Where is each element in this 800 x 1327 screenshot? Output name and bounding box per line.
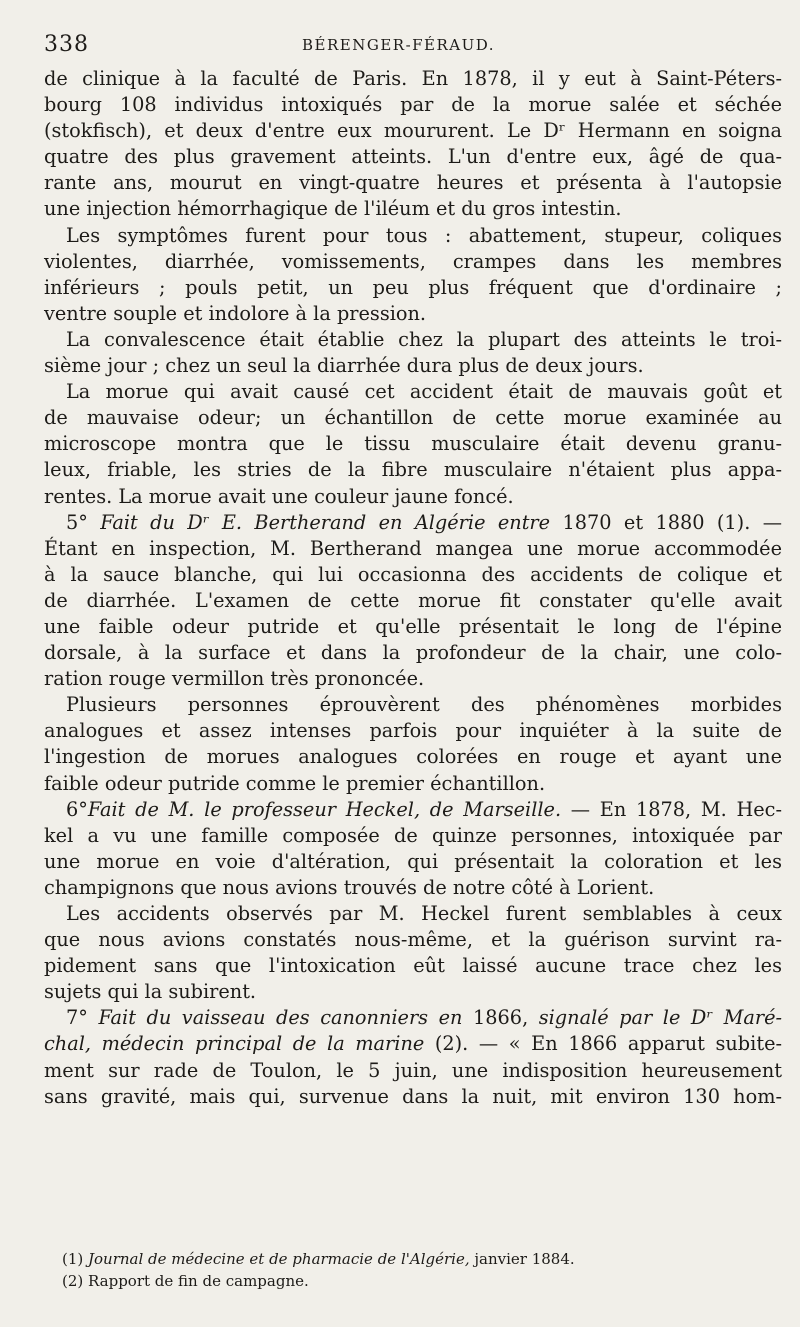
footnote: (1) Journal de médecine et de pharmacie de l'Algérie, janvier 1884. — [62, 1250, 575, 1268]
text-line: une morue en voie d'altération, qui présentait la coloration et les — [44, 849, 782, 873]
text-line: faible odeur putride comme le premier échantillon. — [44, 771, 546, 795]
text-line: de clinique à la faculté de Paris. En 1878, il y eut à Saint-Péters- — [44, 67, 782, 90]
text-line: 6°Fait de M. le professeur Heckel, de Marseille. — En 1878, M. Hec- — [66, 797, 782, 821]
text-line: violentes, diarrhée, vomissements, crampes dans les membres — [44, 249, 782, 273]
text-line: ventre souple et indolore à la pression. — [44, 301, 427, 325]
text-line: (stokfisch), et deux d'entre eux moururent. Le Dʳ Hermann en soigna — [44, 119, 782, 143]
text-line: analogues et assez intenses parfois pour inquiéter à la suite de — [44, 719, 782, 743]
text-line: sujets qui la subirent. — [44, 980, 257, 1004]
text-line: kel a vu une famille composée de quinze personnes, intoxiquée par — [44, 823, 782, 847]
text-line: à la sauce blanche, qui lui occasionna des accidents de colique et — [44, 562, 782, 586]
text-line: une faible odeur putride et qu'elle présentait le long de l'épine — [44, 614, 782, 638]
text-line: chal, médecin principal de la marine (2). — « En 1866 apparut subite- — [44, 1032, 782, 1056]
text-line: La convalescence était établie chez la plupart des atteints le troi- — [66, 327, 782, 351]
text-line: ment sur rade de Toulon, le 5 juin, une indisposition heureusement — [44, 1058, 782, 1082]
footnotes — [62, 1248, 575, 1292]
text-line: l'ingestion de morues analogues colorées en rouge et ayant une — [44, 745, 782, 769]
text-line: microscope montra que le tissu musculaire était devenu granu- — [44, 432, 782, 456]
text-line: Plusieurs personnes éprouvèrent des phénomènes morbides — [66, 693, 782, 717]
text-line: Les accidents observés par M. Heckel furent semblables à ceux — [66, 902, 782, 925]
text-line: rentes. La morue avait une couleur jaune foncé. — [44, 484, 514, 508]
text-line: de mauvaise odeur; un échantillon de cette morue examinée au — [44, 406, 782, 430]
text-line: La morue qui avait causé cet accident était de mauvais goût et — [66, 380, 782, 404]
text-line: Étant en inspection, M. Bertherand mangea une morue accommodée — [44, 536, 782, 560]
text-line: sans gravité, mais qui, survenue dans la nuit, mit environ 130 hom- — [44, 1084, 782, 1108]
text-line: sième jour ; chez un seul la diarrhée dura plus de deux jours. — [44, 354, 644, 378]
text-line: que nous avions constatés nous-même, et la guérison survint ra- — [44, 928, 782, 952]
text-line: Les symptômes furent pour tous : abattement, stupeur, coliques — [66, 223, 782, 247]
text-line: pidement sans que l'intoxication eût laissé aucune trace chez les — [44, 954, 782, 978]
text-line: une injection hémorrhagique de l'iléum et du gros intestin. — [44, 197, 622, 221]
text-line: de diarrhée. L'examen de cette morue fit constater qu'elle avait — [44, 588, 782, 612]
text-line: 7° Fait du vaisseau des canonniers en 1866, signalé par le Dʳ Maré- — [66, 1006, 783, 1030]
text-line: ration rouge vermillon très prononcée. — [44, 667, 425, 691]
text-line: champignons que nous avions trouvés de notre côté à Lorient. — [44, 875, 655, 899]
body-text — [44, 66, 782, 1110]
page-number: 338 — [44, 32, 89, 57]
text-line: leux, friable, les stries de la fibre musculaire n'étaient plus appa- — [44, 458, 782, 482]
text-line: quatre des plus gravement atteints. L'un d'entre eux, âgé de qua- — [44, 145, 782, 169]
footnote: (2) Rapport de fin de campagne. — [62, 1272, 309, 1290]
text-line: rante ans, mourut en vingt-quatre heures et présenta à l'autopsie — [44, 171, 782, 195]
page-header — [44, 32, 782, 64]
text-line: inférieurs ; pouls petit, un peu plus fréquent que d'ordinaire ; — [44, 275, 782, 299]
text-line: 5° Fait du Dʳ E. Bertherand en Algérie entre 1870 et 1880 (1). — — [66, 510, 782, 534]
running-head: BÉRENGER-FÉRAUD. — [302, 36, 496, 54]
text-line: bourg 108 individus intoxiqués par de la morue salée et séchée — [44, 93, 782, 117]
text-line: dorsale, à la surface et dans la profondeur de la chair, une colo- — [44, 641, 782, 665]
